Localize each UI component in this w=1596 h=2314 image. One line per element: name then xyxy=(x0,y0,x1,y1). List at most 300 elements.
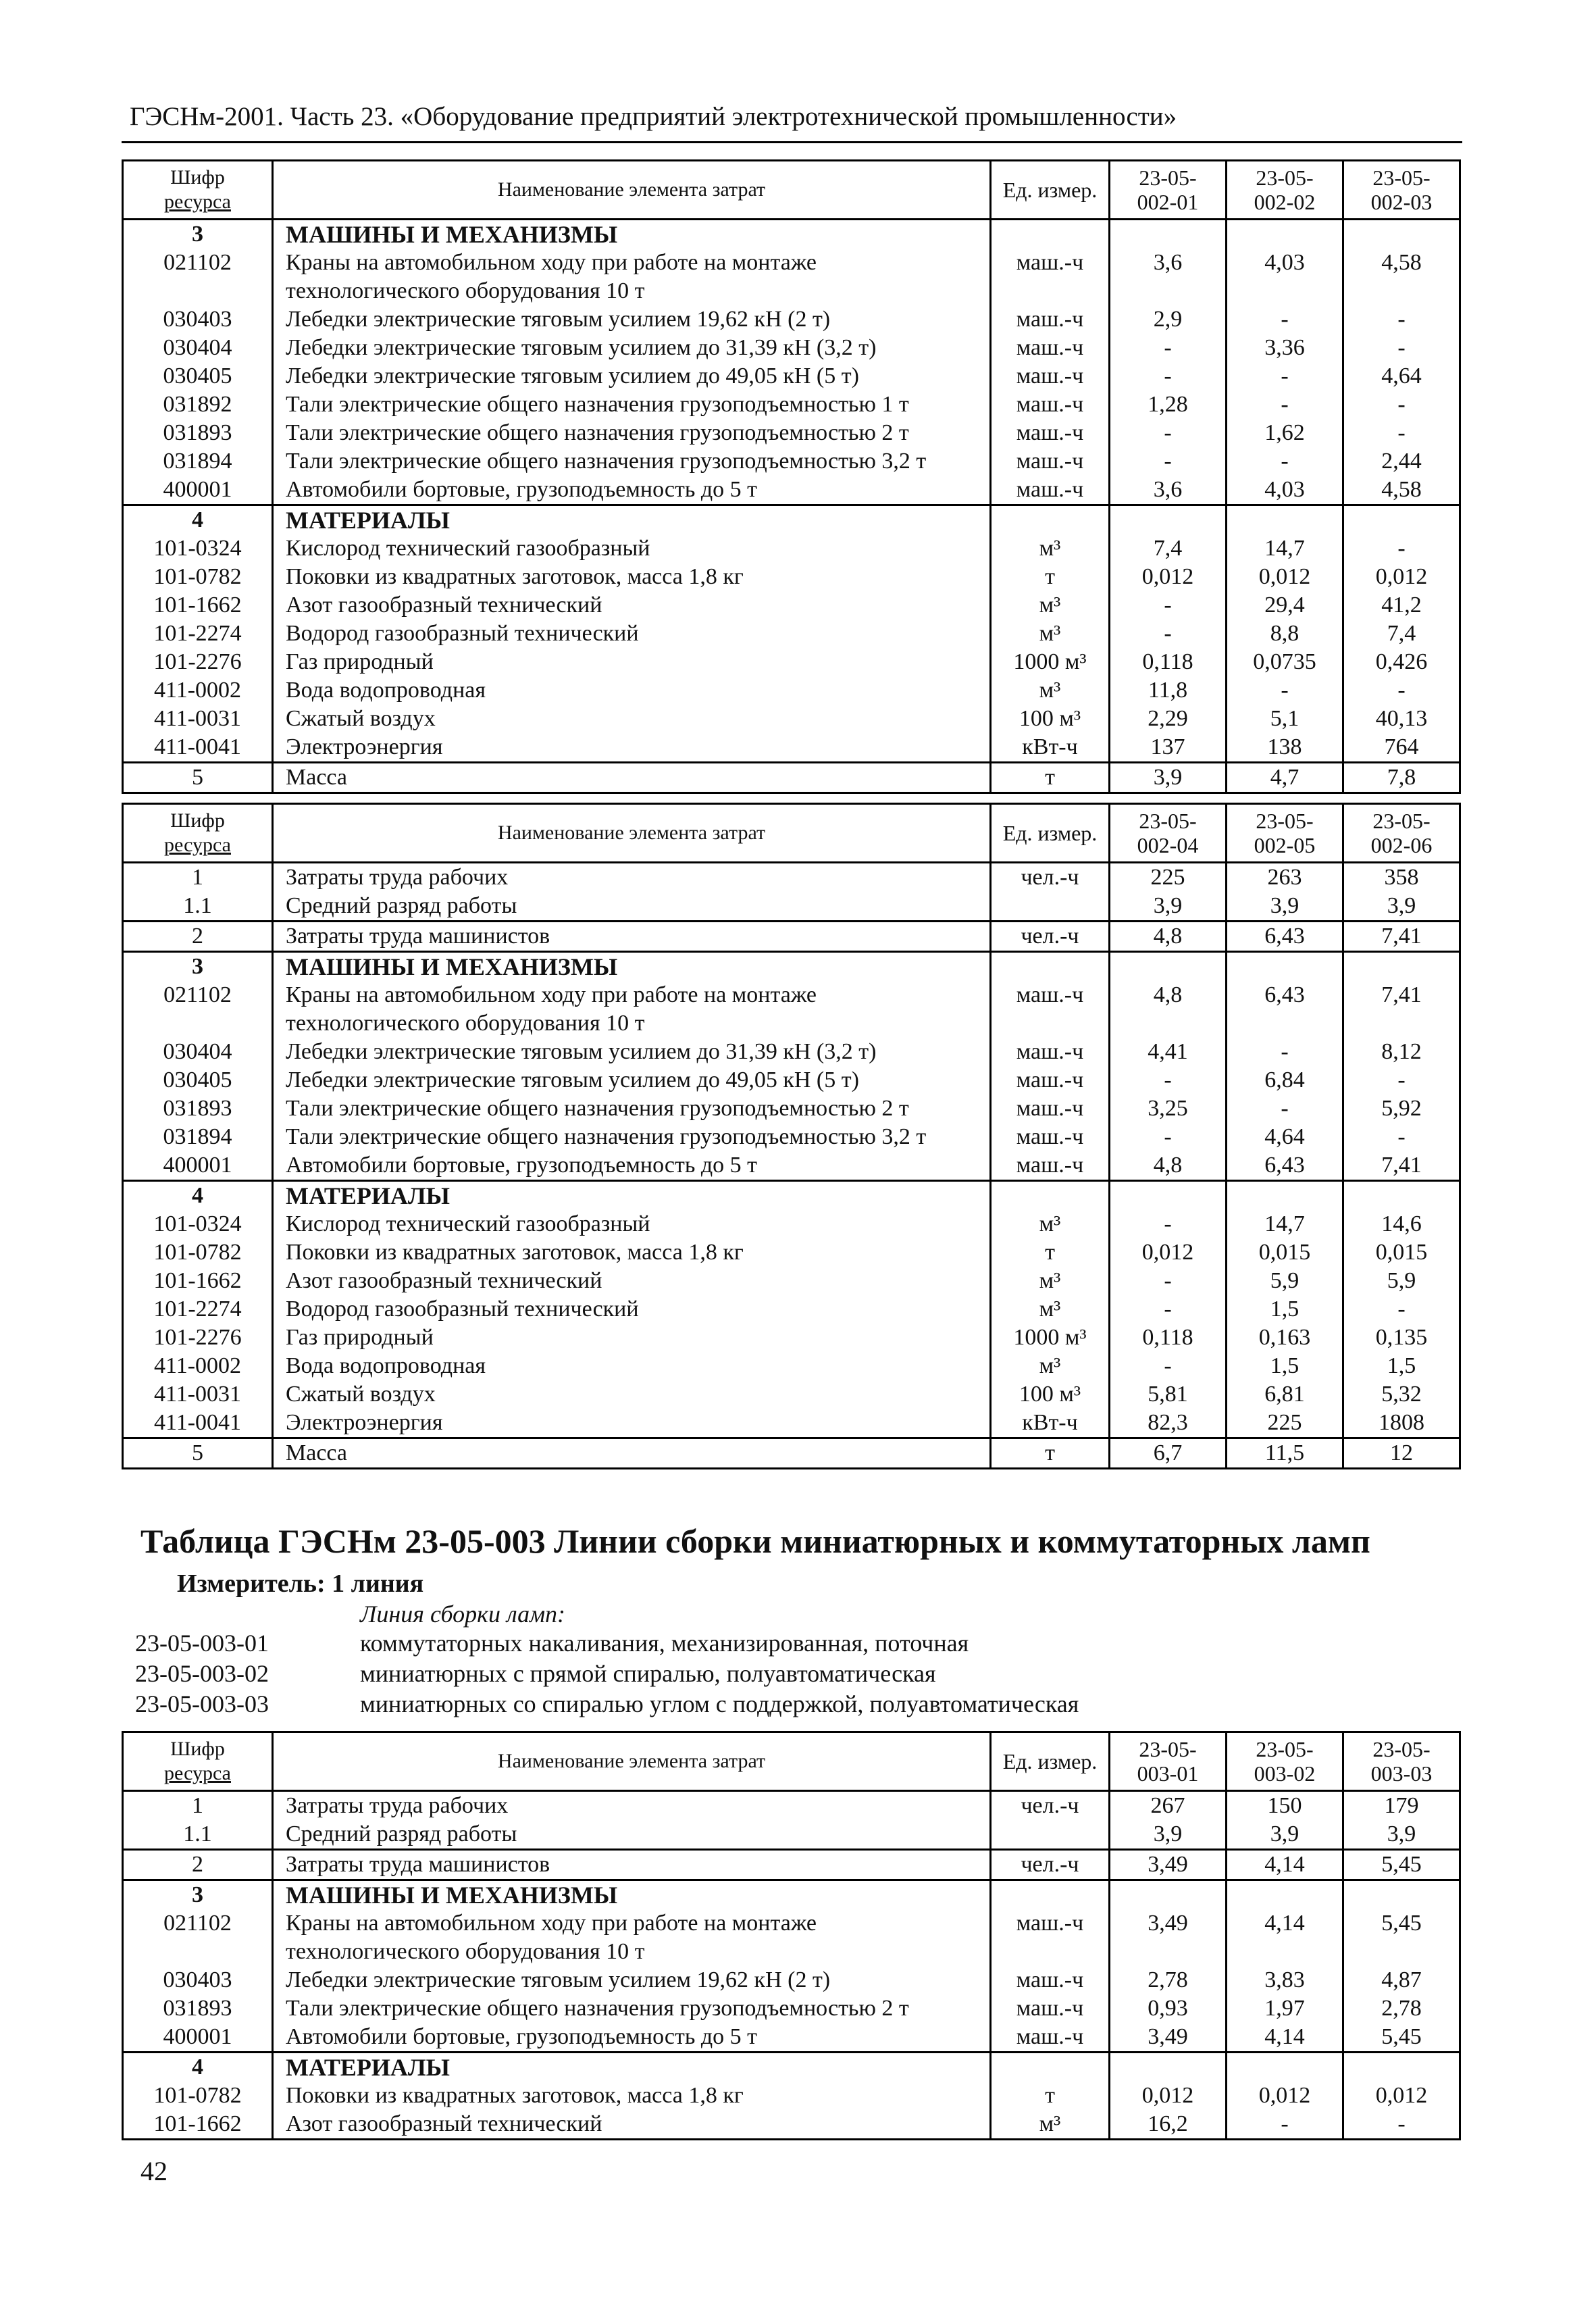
row-unit: м³ xyxy=(991,534,1110,563)
row-name: Лебедки электрические тяговым усилием до 49,05 кН (5 т) xyxy=(273,362,991,391)
row-unit: маш.-ч xyxy=(991,1994,1110,2023)
row-unit: маш.-ч xyxy=(991,981,1110,1009)
table-row xyxy=(123,334,1460,362)
row-name: Тали электрические общего назначения грузоподъемностью 2 т xyxy=(273,1095,991,1123)
row-value: 6,43 xyxy=(1227,981,1343,1009)
row-code: 1.1 xyxy=(123,892,273,922)
row-value: 0,012 xyxy=(1110,563,1227,591)
row-value: 14,7 xyxy=(1227,534,1343,563)
header-code-line2: ресурса xyxy=(164,191,231,213)
row-value: 7,41 xyxy=(1381,982,1422,1007)
row-value: 5,1 xyxy=(1227,705,1343,733)
row-value: - xyxy=(1397,1067,1406,1092)
row-value: 1,5 xyxy=(1227,1352,1343,1380)
row-unit xyxy=(991,220,1110,249)
column-code-line2: 002-05 xyxy=(1254,833,1316,857)
row-value: 5,32 xyxy=(1381,1382,1422,1407)
row-unit: кВт-ч xyxy=(991,733,1110,763)
row-value: 41,2 xyxy=(1381,593,1422,618)
row-name: Средний разряд работы xyxy=(273,892,991,922)
row-unit xyxy=(991,952,1110,982)
table-header-row xyxy=(123,161,1460,220)
row-name: Поковки из квадратных заготовок, масса 1,8 кг xyxy=(273,2082,991,2110)
row-value: 0,012 xyxy=(1227,563,1343,591)
row-code: 101-1662 xyxy=(123,1267,273,1295)
row-value: - xyxy=(1110,1267,1227,1295)
row-code xyxy=(123,1009,273,1038)
row-value: 225 xyxy=(1110,863,1227,892)
row-name: Азот газообразный технический xyxy=(273,1267,991,1295)
row-name: Тали электрические общего назначения грузоподъемностью 1 т xyxy=(273,391,991,419)
header-column-code xyxy=(1227,1732,1343,1791)
row-value xyxy=(1110,220,1227,249)
row-name: Лебедки электрические тяговым усилием до 49,05 кН (5 т) xyxy=(273,1066,991,1095)
row-value: 3,9 xyxy=(1387,893,1416,918)
row-name: МАШИНЫ И МЕХАНИЗМЫ xyxy=(273,952,991,982)
row-code: 101-0324 xyxy=(123,534,273,563)
table-row xyxy=(123,1267,1460,1295)
header-column-code xyxy=(1343,804,1460,863)
row-name: Вода водопроводная xyxy=(273,676,991,705)
row-name: Поковки из квадратных заготовок, масса 1,8 кг xyxy=(273,1238,991,1267)
row-name: Электроэнергия xyxy=(273,733,991,763)
row-code: 411-0002 xyxy=(123,676,273,705)
row-name: Лебедки электрические тяговым усилием 19,62 кН (2 т) xyxy=(273,1966,991,1994)
row-value: 0,012 xyxy=(1227,2082,1343,2110)
description-item xyxy=(135,1628,1079,1659)
column-code-line1: 23-05- xyxy=(1256,809,1314,833)
row-value: 0,012 xyxy=(1110,2082,1227,2110)
header-unit-cell: Ед. измер. xyxy=(991,1732,1110,1791)
row-unit: маш.-ч xyxy=(991,1038,1110,1066)
row-unit: т xyxy=(991,1438,1110,1469)
row-name: МАТЕРИАЛЫ xyxy=(273,505,991,535)
table-row xyxy=(123,733,1460,763)
row-value xyxy=(1343,1009,1460,1038)
row-unit: 1000 м³ xyxy=(991,1324,1110,1352)
row-name: Лебедки электрические тяговым усилием 19,62 кН (2 т) xyxy=(273,305,991,334)
row-code: 101-2274 xyxy=(123,620,273,648)
table-row xyxy=(123,620,1460,648)
row-value: 3,25 xyxy=(1110,1095,1227,1123)
table-row xyxy=(123,2053,1460,2082)
row-value: 16,2 xyxy=(1110,2110,1227,2140)
row-value xyxy=(1227,952,1343,982)
row-value: 14,6 xyxy=(1381,1211,1422,1236)
row-name: Средний разряд работы xyxy=(273,1820,991,1850)
row-value: 7,4 xyxy=(1110,534,1227,563)
table-row xyxy=(123,249,1460,277)
row-value: - xyxy=(1397,678,1406,703)
row-code: 4 xyxy=(123,2053,273,2082)
row-unit: м³ xyxy=(991,591,1110,620)
row-name: Масса xyxy=(273,763,991,793)
row-value: 4,03 xyxy=(1227,476,1343,505)
row-value: 0,135 xyxy=(1375,1325,1428,1350)
row-value xyxy=(1343,2053,1460,2082)
header-code-line1: Шифр xyxy=(170,166,225,188)
row-value: 3,9 xyxy=(1110,892,1227,922)
row-value: 6,43 xyxy=(1227,922,1343,952)
row-value: 4,58 xyxy=(1381,250,1422,275)
row-value xyxy=(1110,1938,1227,1966)
row-name: Вода водопроводная xyxy=(273,1352,991,1380)
row-name: технологического оборудования 10 т xyxy=(273,1009,991,1038)
row-name: Сжатый воздух xyxy=(273,705,991,733)
row-value xyxy=(1110,2053,1227,2082)
row-value xyxy=(1110,1009,1227,1038)
row-code: 030405 xyxy=(123,1066,273,1095)
row-name: Тали электрические общего назначения грузоподъемностью 2 т xyxy=(273,1994,991,2023)
row-name: Кислород технический газообразный xyxy=(273,1210,991,1238)
table-header-row xyxy=(123,804,1460,863)
row-value xyxy=(1343,277,1460,305)
row-value: - xyxy=(1227,391,1343,419)
column-code-line2: 003-01 xyxy=(1137,1761,1199,1786)
row-value xyxy=(1227,1181,1343,1211)
row-value: 1,5 xyxy=(1227,1295,1343,1324)
row-value: 4,8 xyxy=(1110,981,1227,1009)
row-value xyxy=(1110,1181,1227,1211)
table-row xyxy=(123,981,1460,1009)
row-code: 3 xyxy=(123,220,273,249)
row-value: 3,6 xyxy=(1110,249,1227,277)
row-value: - xyxy=(1227,2110,1343,2140)
table-row xyxy=(123,419,1460,447)
row-unit xyxy=(991,1820,1110,1850)
table-row xyxy=(123,2110,1460,2140)
row-value: 3,83 xyxy=(1227,1966,1343,1994)
column-code-line1: 23-05- xyxy=(1256,166,1314,190)
header-column-code xyxy=(1343,1732,1460,1791)
row-name: МАШИНЫ И МЕХАНИЗМЫ xyxy=(273,220,991,249)
row-code: 411-0031 xyxy=(123,1380,273,1409)
row-code: 411-0002 xyxy=(123,1352,273,1380)
row-name: Автомобили бортовые, грузоподъемность до 5 т xyxy=(273,1151,991,1181)
column-code-line1: 23-05- xyxy=(1372,1737,1431,1761)
row-unit: м³ xyxy=(991,2110,1110,2140)
description-text: миниатюрных со спиралью углом с поддержкой, полуавтоматическая xyxy=(360,1690,1079,1717)
row-value: 5,81 xyxy=(1110,1380,1227,1409)
row-value: - xyxy=(1110,1352,1227,1380)
description-code: 23-05-003-03 xyxy=(135,1690,269,1717)
description-text: миниатюрных с прямой спиралью, полуавтоматическая xyxy=(360,1660,936,1687)
table-row xyxy=(123,1966,1460,1994)
row-value: 4,03 xyxy=(1227,249,1343,277)
header-column-code xyxy=(1110,804,1227,863)
row-value: 263 xyxy=(1227,863,1343,892)
row-value: 5,92 xyxy=(1381,1096,1422,1121)
row-value: - xyxy=(1110,334,1227,362)
row-code: 1 xyxy=(123,863,273,892)
row-value: 2,78 xyxy=(1110,1966,1227,1994)
row-unit: т xyxy=(991,763,1110,793)
row-value: - xyxy=(1227,447,1343,476)
row-value: 5,9 xyxy=(1227,1267,1343,1295)
row-code: 031894 xyxy=(123,1123,273,1151)
row-code: 021102 xyxy=(123,249,273,277)
row-code: 101-0324 xyxy=(123,1210,273,1238)
row-value: - xyxy=(1110,1066,1227,1095)
row-value: 29,4 xyxy=(1227,591,1343,620)
column-code-line1: 23-05- xyxy=(1256,1737,1314,1761)
row-value xyxy=(1110,952,1227,982)
row-value: 1,28 xyxy=(1110,391,1227,419)
row-unit: м³ xyxy=(991,620,1110,648)
row-unit: м³ xyxy=(991,1210,1110,1238)
table-row xyxy=(123,1791,1460,1821)
row-code: 031894 xyxy=(123,447,273,476)
column-code-line2: 002-03 xyxy=(1370,190,1433,214)
row-code: 3 xyxy=(123,1880,273,1910)
row-value: 358 xyxy=(1384,865,1419,890)
row-value xyxy=(1227,1009,1343,1038)
row-code: 5 xyxy=(123,763,273,793)
row-unit: маш.-ч xyxy=(991,334,1110,362)
row-value: 4,87 xyxy=(1381,1967,1422,1992)
header-code-cell xyxy=(123,1732,273,1791)
table-row xyxy=(123,1850,1460,1880)
table-row xyxy=(123,676,1460,705)
row-value: 267 xyxy=(1110,1791,1227,1821)
row-value xyxy=(1227,1938,1343,1966)
row-unit: т xyxy=(991,563,1110,591)
row-name: Азот газообразный технический xyxy=(273,591,991,620)
row-name: Краны на автомобильном ходу при работе на монтаже xyxy=(273,981,991,1009)
row-code: 031893 xyxy=(123,1095,273,1123)
row-code: 101-2274 xyxy=(123,1295,273,1324)
row-value: - xyxy=(1397,1297,1406,1322)
row-value: 8,12 xyxy=(1381,1039,1422,1064)
row-name: Затраты труда машинистов xyxy=(273,922,991,952)
row-unit: маш.-ч xyxy=(991,419,1110,447)
table-row xyxy=(123,922,1460,952)
row-code: 101-2276 xyxy=(123,648,273,676)
table-row xyxy=(123,476,1460,505)
table-row xyxy=(123,1066,1460,1095)
row-unit: маш.-ч xyxy=(991,391,1110,419)
table-row xyxy=(123,391,1460,419)
row-value: 4,14 xyxy=(1227,2023,1343,2053)
row-value: 225 xyxy=(1227,1409,1343,1438)
header-name-cell: Наименование элемента затрат xyxy=(273,804,991,863)
table-row xyxy=(123,2023,1460,2053)
table-row xyxy=(123,563,1460,591)
row-value: 137 xyxy=(1110,733,1227,763)
description-text: коммутаторных накаливания, механизированная, поточная xyxy=(360,1630,969,1657)
row-unit xyxy=(991,505,1110,535)
description-title: Линия сборки ламп: xyxy=(360,1601,566,1628)
row-value: - xyxy=(1110,1123,1227,1151)
column-code-line2: 002-04 xyxy=(1137,833,1199,857)
cost-table xyxy=(122,803,1461,1469)
row-name: Затраты труда машинистов xyxy=(273,1850,991,1880)
row-value: 12 xyxy=(1343,1438,1460,1469)
row-code: 101-1662 xyxy=(123,2110,273,2140)
row-value: - xyxy=(1397,335,1406,360)
row-value xyxy=(1343,1880,1460,1910)
row-code xyxy=(123,1938,273,1966)
row-unit xyxy=(991,2053,1110,2082)
table-row xyxy=(123,863,1460,892)
row-code: 400001 xyxy=(123,1151,273,1181)
row-value: - xyxy=(1110,362,1227,391)
row-name: Затраты труда рабочих xyxy=(273,863,991,892)
row-unit: чел.-ч xyxy=(991,1791,1110,1821)
header-unit-cell: Ед. измер. xyxy=(991,804,1110,863)
header-column-code xyxy=(1227,161,1343,220)
row-value: 4,7 xyxy=(1227,763,1343,793)
row-unit: т xyxy=(991,2082,1110,2110)
row-value: 179 xyxy=(1384,1793,1419,1818)
row-value: 7,8 xyxy=(1343,763,1460,793)
table-row xyxy=(123,447,1460,476)
row-value xyxy=(1343,1181,1460,1211)
row-name: Кислород технический газообразный xyxy=(273,534,991,563)
table-row xyxy=(123,220,1460,249)
row-value xyxy=(1227,277,1343,305)
row-code: 1.1 xyxy=(123,1820,273,1850)
header-column-code xyxy=(1110,161,1227,220)
row-code: 101-0782 xyxy=(123,2082,273,2110)
row-value: 3,36 xyxy=(1227,334,1343,362)
row-unit: маш.-ч xyxy=(991,1966,1110,1994)
table-row xyxy=(123,1994,1460,2023)
row-unit: 100 м³ xyxy=(991,705,1110,733)
row-value xyxy=(1227,505,1343,535)
row-code: 5 xyxy=(123,1438,273,1469)
row-value xyxy=(1343,220,1460,249)
row-value: - xyxy=(1227,1038,1343,1066)
column-code-line2: 002-01 xyxy=(1137,190,1199,214)
row-value: 764 xyxy=(1384,734,1419,759)
row-unit: м³ xyxy=(991,1267,1110,1295)
table-row xyxy=(123,1820,1460,1850)
row-value: 3,6 xyxy=(1110,476,1227,505)
row-value: 7,41 xyxy=(1381,1153,1422,1178)
row-value: 1,5 xyxy=(1387,1353,1416,1378)
header-code-line2: ресурса xyxy=(164,1762,231,1784)
row-value: 7,41 xyxy=(1343,922,1460,952)
cost-table xyxy=(122,1731,1461,2140)
row-name: Газ природный xyxy=(273,648,991,676)
row-unit xyxy=(991,1880,1110,1910)
meter-label: Измеритель: 1 линия xyxy=(177,1569,424,1598)
row-value: 3,49 xyxy=(1110,1850,1227,1880)
row-name: Водород газообразный технический xyxy=(273,620,991,648)
row-value: 0,118 xyxy=(1110,648,1227,676)
header-code-cell xyxy=(123,804,273,863)
row-value: 6,84 xyxy=(1227,1066,1343,1095)
table-002-01-03 xyxy=(122,159,1459,794)
table-row xyxy=(123,534,1460,563)
row-value: - xyxy=(1110,620,1227,648)
description-item xyxy=(135,1689,1079,1719)
row-unit: м³ xyxy=(991,676,1110,705)
table-row xyxy=(123,1123,1460,1151)
table-row xyxy=(123,1038,1460,1066)
row-value: 3,49 xyxy=(1110,1909,1227,1938)
row-unit xyxy=(991,1181,1110,1211)
row-value: 40,13 xyxy=(1375,706,1428,731)
row-code: 2 xyxy=(123,922,273,952)
row-value: 138 xyxy=(1227,733,1343,763)
column-code-line2: 002-06 xyxy=(1370,833,1433,857)
table-003 xyxy=(122,1731,1459,2140)
row-code: 030405 xyxy=(123,362,273,391)
row-name: Водород газообразный технический xyxy=(273,1295,991,1324)
table-row xyxy=(123,1238,1460,1267)
row-name: Поковки из квадратных заготовок, масса 1,8 кг xyxy=(273,563,991,591)
header-code-cell xyxy=(123,161,273,220)
row-code: 101-2276 xyxy=(123,1324,273,1352)
row-unit: маш.-ч xyxy=(991,2023,1110,2053)
row-value: 4,14 xyxy=(1227,1909,1343,1938)
row-value: - xyxy=(1110,1295,1227,1324)
row-value: 14,7 xyxy=(1227,1210,1343,1238)
row-value: 1,62 xyxy=(1227,419,1343,447)
table-row xyxy=(123,1409,1460,1438)
row-value: 2,78 xyxy=(1381,1996,1422,2021)
row-code: 411-0031 xyxy=(123,705,273,733)
table-row xyxy=(123,305,1460,334)
row-value: - xyxy=(1110,591,1227,620)
row-code: 2 xyxy=(123,1850,273,1880)
table-row xyxy=(123,1095,1460,1123)
row-name: Лебедки электрические тяговым усилием до 31,39 кН (3,2 т) xyxy=(273,1038,991,1066)
row-code: 101-0782 xyxy=(123,563,273,591)
row-value xyxy=(1227,2053,1343,2082)
column-code-line1: 23-05- xyxy=(1139,809,1197,833)
row-value: - xyxy=(1227,676,1343,705)
row-code: 1 xyxy=(123,1791,273,1821)
row-value: 5,9 xyxy=(1387,1268,1416,1293)
row-value: - xyxy=(1110,1210,1227,1238)
row-value: 4,8 xyxy=(1110,922,1227,952)
row-value: 150 xyxy=(1227,1791,1343,1821)
row-value: 0,012 xyxy=(1375,564,1428,589)
row-value: 4,58 xyxy=(1381,477,1422,502)
row-value: 0,93 xyxy=(1110,1994,1227,2023)
table-row xyxy=(123,1880,1460,1910)
description-code: 23-05-003-02 xyxy=(135,1660,269,1687)
column-code-line2: 003-03 xyxy=(1370,1761,1433,1786)
header-column-code xyxy=(1343,161,1460,220)
row-code: 031893 xyxy=(123,419,273,447)
row-value xyxy=(1343,505,1460,535)
row-value: 8,8 xyxy=(1227,620,1343,648)
row-name: Азот газообразный технический xyxy=(273,2110,991,2140)
row-code: 4 xyxy=(123,1181,273,1211)
table-row xyxy=(123,362,1460,391)
row-value: 4,8 xyxy=(1110,1151,1227,1181)
row-name: Тали электрические общего назначения грузоподъемностью 3,2 т xyxy=(273,1123,991,1151)
row-value: 5,45 xyxy=(1381,1911,1422,1936)
header-name-cell: Наименование элемента затрат xyxy=(273,161,991,220)
row-unit: чел.-ч xyxy=(991,922,1110,952)
row-value: 1808 xyxy=(1379,1410,1424,1435)
table-row xyxy=(123,591,1460,620)
row-value: 1,97 xyxy=(1227,1994,1343,2023)
row-value: 4,14 xyxy=(1227,1850,1343,1880)
row-name: Газ природный xyxy=(273,1324,991,1352)
row-code: 101-0782 xyxy=(123,1238,273,1267)
row-code: 031892 xyxy=(123,391,273,419)
row-value: - xyxy=(1397,420,1406,445)
row-value: 5,45 xyxy=(1381,2024,1422,2049)
row-value: 2,44 xyxy=(1381,449,1422,474)
row-name: Электроэнергия xyxy=(273,1409,991,1438)
